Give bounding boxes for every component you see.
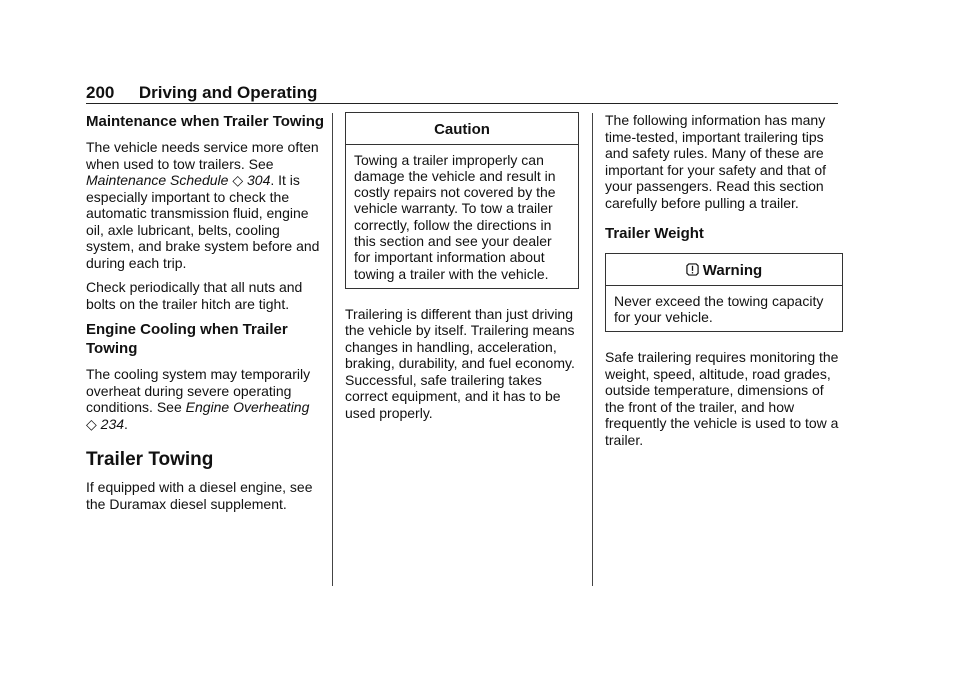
paragraph-diesel: If equipped with a diesel engine, see the Duramax diesel supplement. [86,479,313,512]
text: The cooling system may temporarily overheat during severe operating conditions. See [86,366,311,415]
column-right [605,112,843,456]
page-header [86,83,838,103]
paragraph-maintenance [86,139,326,271]
section-title: Driving and Operating [138,83,318,102]
engine-overheating-link[interactable]: Engine Overheating [185,399,310,415]
text: The vehicle needs service more often when used to tow trailers. See [86,139,319,172]
ref-arrow: ◇ [232,172,244,188]
paragraph-intro: The following information has many time-tested, important trailering tips and safety rules. Many of these are important for your safety and that of your passengers. Read this section carefully before pulling a trailer. [605,112,827,211]
warning-title: Warning [702,262,763,279]
column-middle [345,112,579,429]
page-reference[interactable]: 304 [247,172,271,188]
heading-engine-cooling: Engine Cooling when Trailer Towing [86,321,288,357]
column-divider [332,113,333,586]
paragraph-trailering: Trailering is different than just driving the vehicle by itself. Trailering means changes in handling, acceleration, braking, durability, and fuel economy. Successful, safe trailering takes correct equipment, and it has to be used properly. [345,305,575,421]
warning-box [605,253,843,332]
heading-trailer-towing: Trailer Towing [86,449,214,470]
header-rule [86,103,838,104]
paragraph-hitch: Check periodically that all nuts and bolts on the trailer hitch are tight. [86,279,303,312]
text: . [124,415,128,432]
warning-icon [686,263,699,276]
caution-title: Caution [346,113,578,145]
warning-header [606,254,842,286]
heading-trailer-weight: Trailer Weight [605,225,704,242]
maintenance-schedule-link[interactable]: Maintenance Schedule [86,172,229,188]
paragraph-cooling [86,366,326,432]
column-left [86,112,326,520]
text: . It is especially important to check the automatic transmission fluid, engine oil, axle lubricant, belts, cooling system, and brake system before and during each trip. [86,172,320,271]
ref-arrow: ◇ [86,415,97,432]
caution-box [345,112,579,289]
heading-maintenance: Maintenance when Trailer Towing [86,113,325,130]
caution-text: Towing a trailer improperly can damage the vehicle and result in costly repairs not covered by the vehicle warranty. To tow a trailer correctly, follow the directions in this section and see your dealer for important information about towing a trailer with the vehicle. [354,151,556,282]
paragraph-safe-trailering: Safe trailering requires monitoring the weight, speed, altitude, road grades, outside temperature, dimensions of the front of the trailer, and how frequently the vehicle is used to tow a trailer. [605,349,839,448]
warning-text: Never exceed the towing capacity for your vehicle. [614,292,824,325]
column-divider [592,113,593,586]
page-reference[interactable]: 234 [100,415,125,432]
page-number: 200 [86,83,115,102]
